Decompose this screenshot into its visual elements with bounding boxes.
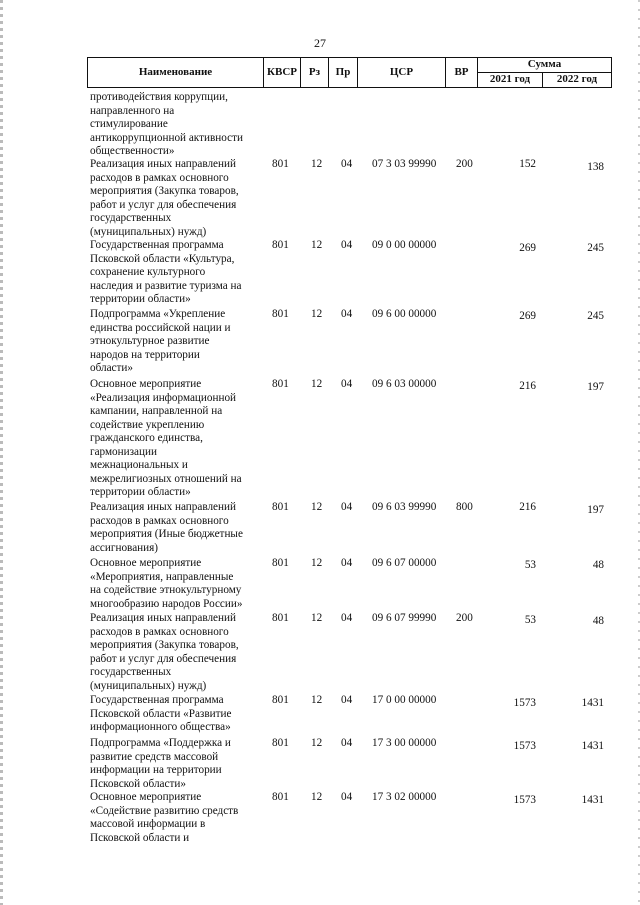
row-kvsr: 801	[272, 694, 289, 706]
row-sum-2021: 53	[524, 559, 536, 571]
header-year-2022: 2022 год	[543, 73, 612, 88]
row-kvsr: 801	[272, 239, 289, 251]
row-sum-2022: 138	[587, 161, 604, 173]
row-rz: 12	[311, 557, 323, 569]
header-vr: ВР	[446, 58, 478, 88]
header-kvsr: КВСР	[264, 58, 301, 88]
row-pr: 04	[341, 694, 353, 706]
table-header	[87, 57, 612, 88]
row-csr: 17 3 00 00000	[372, 737, 437, 749]
row-name: Основное мероприятие «Содействие развитию средств массовой информации в Псковской области и	[90, 791, 239, 844]
row-kvsr: 801	[272, 791, 289, 803]
row-csr: 07 3 03 99990	[372, 158, 437, 170]
row-rz: 12	[311, 694, 323, 706]
row-pr: 04	[341, 308, 353, 320]
header-rz: Рз	[301, 58, 329, 88]
table-row	[0, 158, 640, 239]
row-name: Государственная программа Псковской области «Развитие информационного общества»	[90, 694, 232, 733]
row-sum-2021: 152	[519, 158, 536, 170]
row-csr: 09 6 07 00000	[372, 557, 437, 569]
row-rz: 12	[311, 791, 323, 803]
row-name: Основное мероприятие «Реализация информационной кампании, направленной на содействие укреплению гражданского единства, гармонизации межнациональных и межрелигиозных отношений на территории области»	[90, 378, 242, 498]
row-pr: 04	[341, 557, 353, 569]
header-name: Наименование	[88, 58, 264, 88]
row-name: Государственная программа Псковской области «Культура, сохранение культурного наследия и развитие туризма на территории области»	[90, 239, 242, 305]
table-row	[0, 308, 640, 378]
row-sum-2021: 1573	[513, 697, 536, 709]
table-row	[0, 501, 640, 557]
row-csr: 17 3 02 00000	[372, 791, 437, 803]
page-number: 27	[314, 36, 326, 50]
row-sum-2022: 1431	[581, 794, 604, 806]
row-pr: 04	[341, 239, 353, 251]
row-kvsr: 801	[272, 501, 289, 513]
row-rz: 12	[311, 308, 323, 320]
row-name: Реализация иных направлений расходов в рамках основного мероприятия (Иные бюджетные ассигнования)	[90, 501, 243, 554]
row-sum-2021: 53	[524, 614, 536, 626]
row-kvsr: 801	[272, 308, 289, 320]
row-pr: 04	[341, 378, 353, 390]
row-pr: 04	[341, 612, 353, 624]
row-name: Реализация иных направлений расходов в рамках основного мероприятия (Закупка товаров, работ и услуг для обеспечения государственных (муниципальных) нужд)	[90, 612, 239, 692]
row-pr: 04	[341, 158, 353, 170]
row-sum-2021: 269	[519, 310, 536, 322]
row-sum-2022: 48	[592, 615, 604, 627]
row-sum-2022: 197	[587, 504, 604, 516]
row-name: Подпрограмма «Укрепление единства российской нации и этнокультурное развитие народов на территории области»	[90, 308, 231, 374]
row-csr: 09 6 07 99990	[372, 612, 437, 624]
table-row	[0, 378, 640, 501]
row-csr: 09 0 00 00000	[372, 239, 437, 251]
row-kvsr: 801	[272, 612, 289, 624]
row-csr: 09 6 00 00000	[372, 308, 437, 320]
table-row	[0, 612, 640, 694]
row-csr: 17 0 00 00000	[372, 694, 437, 706]
row-kvsr: 801	[272, 158, 289, 170]
row-sum-2022: 245	[587, 310, 604, 322]
row-vr: 800	[456, 501, 473, 513]
row-kvsr: 801	[272, 378, 289, 390]
row-pr: 04	[341, 737, 353, 749]
row-sum-2021: 216	[519, 501, 536, 513]
table-row	[0, 694, 640, 737]
row-sum-2021: 216	[519, 380, 536, 392]
row-name: Основное мероприятие «Мероприятия, направленные на содействие этнокультурному многообразию народов России»	[90, 557, 243, 610]
row-sum-2022: 197	[587, 381, 604, 393]
header-year-2021: 2021 год	[478, 73, 543, 88]
table-row	[0, 91, 640, 158]
row-sum-2021: 1573	[513, 794, 536, 806]
row-csr: 09 6 03 99990	[372, 501, 437, 513]
header-sum: Сумма	[478, 58, 612, 73]
row-rz: 12	[311, 158, 323, 170]
row-sum-2021: 1573	[513, 740, 536, 752]
table-row	[0, 791, 640, 847]
row-sum-2022: 1431	[581, 740, 604, 752]
row-name: Подпрограмма «Поддержка и развитие средств массовой информации на территории Псковской области»	[90, 737, 231, 790]
header-csr: ЦСР	[358, 58, 446, 88]
row-rz: 12	[311, 378, 323, 390]
row-kvsr: 801	[272, 737, 289, 749]
table-body	[0, 91, 640, 847]
header-pr: Пр	[329, 58, 358, 88]
row-sum-2022: 1431	[581, 697, 604, 709]
row-pr: 04	[341, 501, 353, 513]
row-vr: 200	[456, 158, 473, 170]
row-vr: 200	[456, 612, 473, 624]
row-rz: 12	[311, 239, 323, 251]
row-rz: 12	[311, 612, 323, 624]
row-sum-2022: 245	[587, 242, 604, 254]
table-row	[0, 239, 640, 308]
row-kvsr: 801	[272, 557, 289, 569]
row-sum-2022: 48	[592, 559, 604, 571]
row-name: противодействия коррупции, направленного на стимулирование антикоррупционной активности общественности»	[90, 91, 243, 157]
table-row	[0, 737, 640, 791]
row-csr: 09 6 03 00000	[372, 378, 437, 390]
row-rz: 12	[311, 737, 323, 749]
row-sum-2021: 269	[519, 242, 536, 254]
row-rz: 12	[311, 501, 323, 513]
row-pr: 04	[341, 791, 353, 803]
row-name: Реализация иных направлений расходов в рамках основного мероприятия (Закупка товаров, работ и услуг для обеспечения государственных (муниципальных) нужд)	[90, 158, 239, 238]
table-row	[0, 557, 640, 612]
